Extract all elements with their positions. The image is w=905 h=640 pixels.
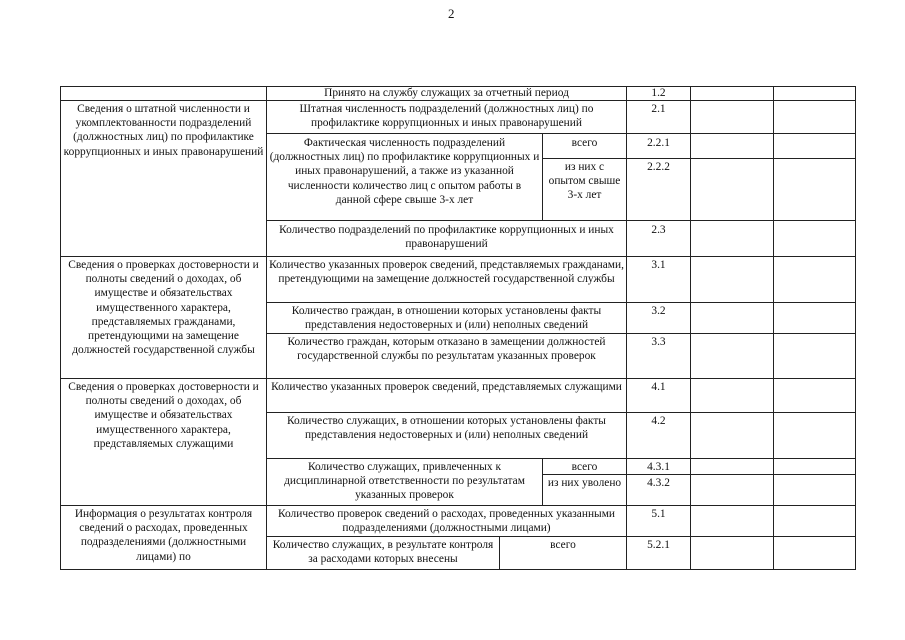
code-5-2-1: 5.2.1 bbox=[647, 539, 670, 551]
row-divider bbox=[60, 256, 856, 257]
section-4-title: Сведения о проверках достоверности и полноты сведений о доходах, об имуществе и обязательствах имущественного характера, представляемых служащими bbox=[68, 381, 259, 450]
indicator-3-3: Количество граждан, которым отказано в замещении должностей государственной службы по результатам указанных проверок bbox=[287, 336, 606, 363]
code-3-3: 3.3 bbox=[651, 336, 666, 348]
row-divider bbox=[60, 505, 856, 506]
report-table bbox=[60, 86, 856, 570]
row-divider bbox=[266, 458, 856, 459]
code-4-3-2: 4.3.2 bbox=[647, 477, 670, 489]
code-1-2: 1.2 bbox=[651, 87, 666, 99]
indicator-5-1: Количество проверок сведений о расходах, проведенных указанными подразделениями (должностными лицами) bbox=[277, 508, 615, 535]
indicator-3-1: Количество указанных проверок сведений, представляемых гражданами, претендующими на замещение должностей государственной службы bbox=[269, 259, 624, 286]
code-2-2-2: 2.2.2 bbox=[647, 161, 670, 173]
subrow-4-3-2-label: из них уволено bbox=[547, 477, 622, 489]
section-5-title: Информация о результатах контроля сведений о расходах, проведенных подразделениями (должностными лицами) по bbox=[74, 508, 253, 563]
row-divider bbox=[266, 333, 856, 334]
indicator-2-2: Фактическая численность подразделений (должностных лиц) по профилактике коррупционных и иных правонарушений, а также из указанной численности количество лиц с опытом работы в данной сфере свыше 3-х лет bbox=[269, 137, 540, 206]
row-divider bbox=[266, 536, 856, 537]
row-divider bbox=[266, 412, 856, 413]
column-divider bbox=[626, 86, 627, 570]
section-2-title: Сведения о штатной численности и укомплектованности подразделений (должностных лиц) по профилактике коррупционных и иных правонарушений bbox=[63, 103, 264, 158]
table-bottom-border bbox=[60, 569, 856, 570]
indicator-1-2: Принято на службу служащих за отчетный период bbox=[324, 87, 569, 99]
indicator-4-1: Количество указанных проверок сведений, представляемых служащими bbox=[271, 381, 622, 393]
indicator-5-2: Количество служащих, в результате контроля за расходами которых внесены bbox=[272, 539, 494, 566]
row-divider bbox=[266, 302, 856, 303]
code-5-1: 5.1 bbox=[651, 508, 666, 520]
row-divider bbox=[266, 133, 856, 134]
page-number: 2 bbox=[448, 6, 455, 21]
indicator-2-1: Штатная численность подразделений (должностных лиц) по профилактике коррупционных и иных правонарушений bbox=[299, 103, 594, 130]
table-right-border bbox=[855, 86, 856, 570]
row-divider bbox=[60, 378, 856, 379]
subrow-4-3-1-label: всего bbox=[571, 461, 598, 473]
subrow-2-2-1-label: всего bbox=[571, 137, 598, 149]
column-divider bbox=[690, 86, 691, 570]
code-4-3-1: 4.3.1 bbox=[647, 461, 670, 473]
code-2-3: 2.3 bbox=[651, 224, 666, 236]
code-2-1: 2.1 bbox=[651, 103, 666, 115]
subrow-2-2-2-label: из них с опытом свыше 3-х лет bbox=[548, 161, 621, 202]
indicator-3-2: Количество граждан, в отношении которых установлены факты представления недостоверных и (или) неполных сведений bbox=[291, 305, 602, 332]
section-3-title: Сведения о проверках достоверности и полноты сведений о доходах, об имуществе и обязательствах имущественного характера, представляемых гражданами, претендующими на замещение должностей государственной службы bbox=[68, 259, 259, 357]
indicator-4-2: Количество служащих, в отношении которых установлены факты представления недостоверных и (или) неполных сведений bbox=[287, 415, 606, 442]
indicator-4-3: Количество служащих, привлеченных к дисциплинарной ответственности по результатам указанных проверок bbox=[284, 461, 525, 502]
subrow-5-2-1-label: всего bbox=[550, 539, 576, 551]
row-divider bbox=[266, 220, 856, 221]
code-4-2: 4.2 bbox=[651, 415, 666, 427]
code-2-2-1: 2.2.1 bbox=[647, 137, 670, 149]
code-3-1: 3.1 bbox=[651, 259, 666, 271]
column-divider bbox=[773, 86, 774, 570]
code-4-1: 4.1 bbox=[651, 381, 666, 393]
code-3-2: 3.2 bbox=[651, 305, 666, 317]
indicator-2-3: Количество подразделений по профилактике коррупционных и иных правонарушений bbox=[279, 224, 614, 251]
row-divider bbox=[542, 158, 626, 159]
row-divider bbox=[626, 158, 856, 159]
